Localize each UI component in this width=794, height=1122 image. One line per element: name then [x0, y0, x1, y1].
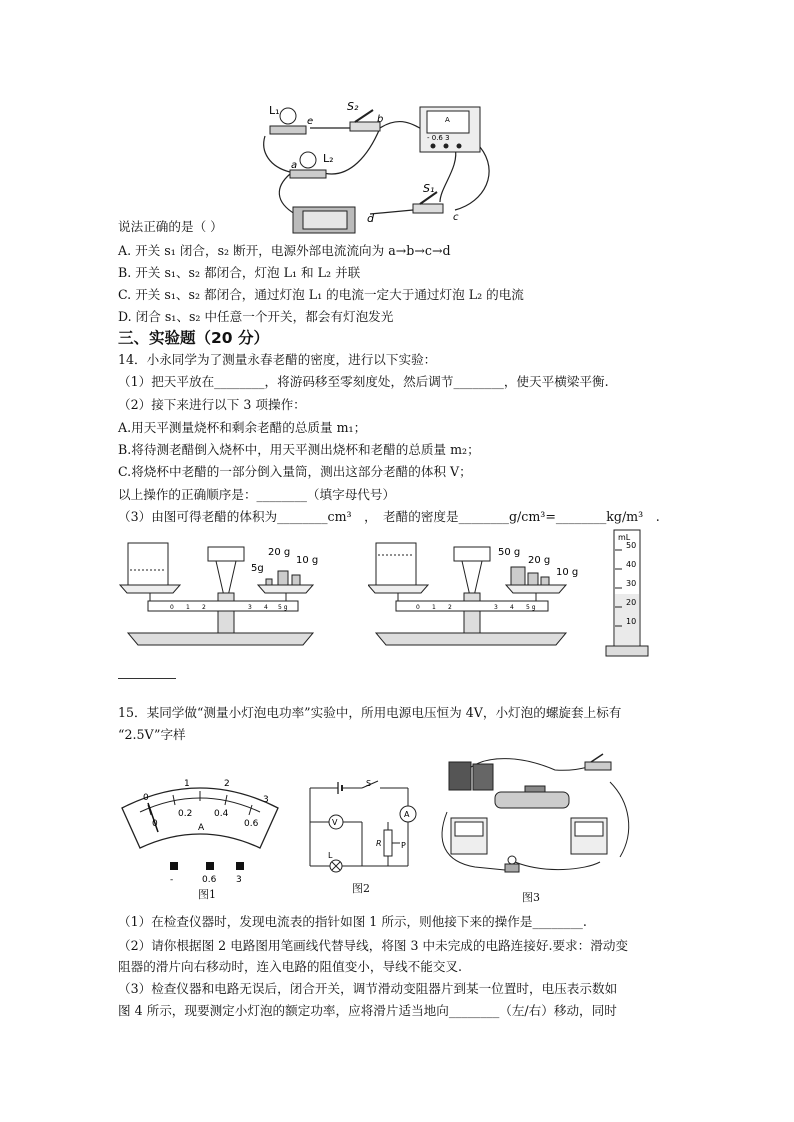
q13-option-d: D. 闭合 s₁、s₂ 中任意一个开关，都会有灯泡发光 [118, 309, 394, 324]
q15-subq-2: （2）请你根据图 2 电路图用笔画线代替导线，将图 3 中未完成的电路连接好.要求：滑动变 [118, 938, 629, 953]
scale2-tick-5: 5 g [526, 604, 536, 611]
q15-subq-1: （1）在检查仪器时，发现电流表的指针如图 1 所示，则他接下来的操作是________. [118, 914, 587, 929]
cylinder-mark-30: 30 [626, 579, 637, 588]
ammeter-dial-figure [118, 770, 283, 900]
q15-subq-4: （3）检查仪器和电路无误后，闭合开关，调节滑动变阻器片到某一位置时，电压表示数如 [118, 981, 618, 996]
q13-option-b: B. 开关 s₁、s₂ 都闭合，灯泡 L₁ 和 L₂ 并联 [118, 265, 361, 280]
dial-zero: 0 [152, 819, 158, 829]
q14-line-6: C.将烧杯中老醋的一部分倒入量筒，测出这部分老醋的体积 V； [118, 464, 472, 479]
caption-fig3: 图3 [522, 891, 540, 904]
scale2-tick-0: 0 [416, 604, 420, 611]
circuit-S: S [366, 780, 372, 788]
q14-line-2: （1）把天平放在________，将游码移至零刻度处，然后调节________，使天平横梁平衡. [118, 374, 609, 389]
scale-tick-3: 3 [248, 604, 252, 611]
q14-line-1: 14．小永同学为了测量永春老醋的密度，进行以下实验： [118, 352, 437, 367]
scale2-tick-3: 3 [494, 604, 498, 611]
q15-line-2: “2.5V”字样 [118, 727, 186, 742]
q14-line-4: A.用天平测量烧杯和剩余老醋的总质量 m₁； [118, 420, 367, 435]
q13-circuit-figure [255, 92, 495, 240]
circuit-L: L [328, 851, 333, 860]
dial-bottom-0.4: 0.4 [214, 809, 229, 819]
fig1-weight-20g: 20 g [268, 547, 291, 558]
q13-option-c: C. 开关 s₁、s₂ 都闭合，通过灯泡 L₁ 的电流一定大于通过灯泡 L₂ 的电流 [118, 287, 524, 302]
q14-line-7: 以上操作的正确顺序是：________（填字母代号） [118, 487, 396, 502]
scale-tick-5: 5 g [278, 604, 288, 611]
q15-subq-5: 图 4 所示，现要测定小灯泡的额定功率，应将滑片适当地向________（左/右）移动，同时 [118, 1003, 617, 1018]
q15-line-1: 15．某同学做“测量小灯泡电功率”实验中，所用电源电压恒为 4V，小灯泡的螺旋套上标有 [118, 705, 622, 720]
dial-top-1: 1 [184, 779, 190, 789]
dial-top-2: 2 [224, 779, 230, 789]
q14-line-3: （2）接下来进行以下 3 项操作： [118, 397, 306, 412]
label-L1: L₁ [269, 104, 280, 117]
label-L2: L₂ [323, 152, 334, 165]
section-heading-experiment: 三、实验题（20 分） [118, 329, 269, 347]
q13-stem: 说法正确的是（ ） [118, 219, 223, 234]
label-a: a [291, 160, 298, 171]
cylinder-unit: mL [618, 533, 631, 542]
circuit-A: A [404, 810, 410, 819]
label-c: c [453, 212, 459, 223]
q15-subq-3: 阻器的滑片向右移动时，连入电路的阻值变小，导线不能交叉. [118, 959, 463, 974]
q14-line-8: （3）由图可得老醋的体积为________cm³ ， 老醋的密度是________g/cm³=________kg/m³ . [118, 509, 660, 524]
q13-option-a: A. 开关 s₁ 闭合，s₂ 断开，电源外部电流流向为 a→b→c→d [118, 243, 451, 258]
scale2-tick-2: 2 [448, 604, 452, 611]
fig1-weight-5g: 5g [251, 563, 264, 574]
apparatus-figure [435, 752, 640, 882]
caption-fig2: 图2 [352, 882, 370, 895]
label-d: d [367, 212, 374, 225]
scale-tick-0: 0 [170, 604, 174, 611]
circuit-P: P [401, 841, 406, 850]
balance-figure-2 [368, 533, 583, 648]
cylinder-mark-40: 40 [626, 560, 637, 569]
dial-bottom-0.6: 0.6 [244, 819, 259, 829]
terminal-neg: - [170, 875, 174, 885]
answer-blank-line [118, 678, 176, 679]
label-S1: S₁ [423, 182, 435, 195]
fig2-weight-20g: 20 g [528, 555, 551, 566]
scale-tick-1: 1 [186, 604, 190, 611]
fig1-weight-10g: 10 g [296, 555, 319, 566]
terminal-3: 3 [236, 875, 242, 885]
fig2-weight-50g: 50 g [498, 547, 521, 558]
q14-line-5: B.将待测老醋倒入烧杯中，用天平测出烧杯和老醋的总质量 m₂； [118, 442, 480, 457]
scale2-tick-4: 4 [510, 604, 514, 611]
label-e: e [307, 116, 314, 127]
scale-tick-2: 2 [202, 604, 206, 611]
cylinder-mark-10: 10 [626, 617, 637, 626]
scale2-tick-1: 1 [432, 604, 436, 611]
balance-figure-1 [118, 533, 328, 648]
label-b: b [377, 114, 384, 125]
label-meter-a: A [445, 116, 450, 124]
dial-top-3: 3 [263, 795, 269, 805]
dial-bottom-0.2: 0.2 [178, 809, 193, 819]
scale-tick-4: 4 [264, 604, 268, 611]
cylinder-mark-50: 50 [626, 541, 637, 550]
dial-top-0: 0 [143, 793, 149, 803]
caption-fig1: 图1 [198, 888, 216, 901]
label-S2: S₂ [347, 100, 359, 113]
circuit-V: V [332, 818, 338, 827]
dial-unit: A [198, 823, 205, 833]
cylinder-mark-20: 20 [626, 598, 637, 607]
circuit-diagram-figure [302, 780, 420, 880]
label-meter-scale: - 0.6 3 [427, 134, 450, 142]
measuring-cylinder-figure [602, 526, 658, 662]
fig2-weight-10g: 10 g [556, 567, 579, 578]
terminal-0.6: 0.6 [202, 875, 217, 885]
circuit-R: R [376, 839, 382, 848]
